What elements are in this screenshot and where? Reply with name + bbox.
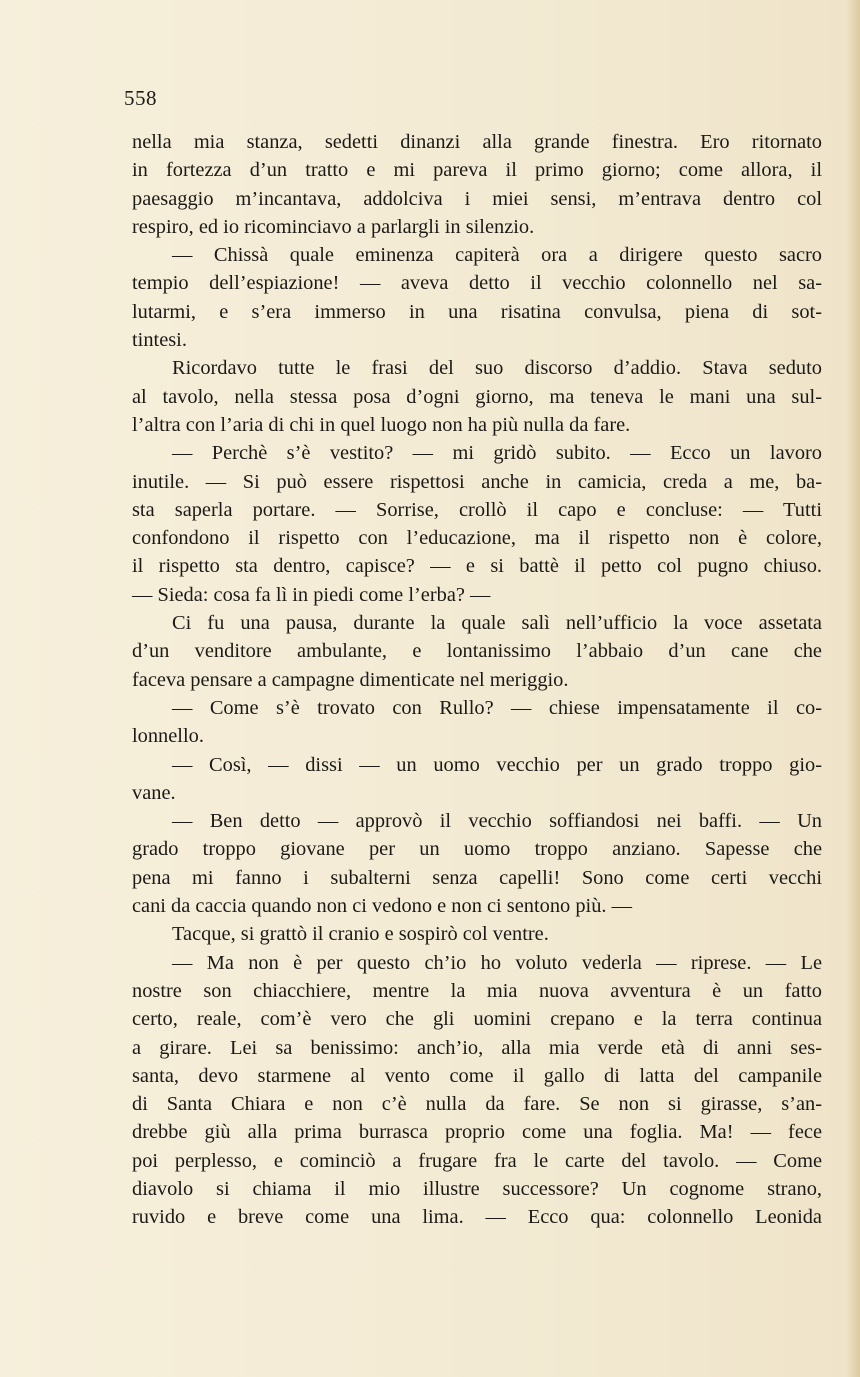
text-line: sta saperla portare. — Sorrise, crollò il capo e concluse: — Tutti	[132, 498, 822, 521]
text-line: lonnello.	[132, 725, 204, 748]
text-line: tintesi.	[132, 329, 187, 352]
text-line: certo, reale, com’è vero che gli uomini crepano e la terra continua	[132, 1008, 822, 1031]
text-line: paesaggio m’incantava, addolciva i miei sensi, m’entrava dentro col	[132, 187, 822, 210]
text-line: grado troppo giovane per un uomo troppo anziano. Sapesse che	[132, 838, 822, 861]
text-line: al tavolo, nella stessa posa d’ogni giorno, ma teneva le mani una sul-	[132, 385, 822, 408]
text-line: nella mia stanza, sedetti dinanzi alla grande finestra. Ero ritornato	[132, 131, 822, 153]
text-line: — Sieda: cosa fa lì in piedi come l’erba? —	[132, 583, 491, 606]
text-line: cani da caccia quando non ci vedono e non ci sentono più. —	[132, 895, 632, 918]
text-line: — Ma non è per questo ch’io ho voluto vederla — riprese. — Le	[172, 951, 822, 974]
text-line: — Perchè s’è vestito? — mi gridò subito. — Ecco un lavoro	[172, 442, 822, 465]
text-line: diavolo si chiama il mio illustre successore? Un cognome strano,	[132, 1177, 822, 1200]
text-line: Ci fu una pausa, durante la quale salì nell’ufficio la voce assetata	[172, 612, 822, 635]
text-line: poi perplesso, e cominciò a frugare fra le carte del tavolo. — Come	[132, 1149, 822, 1172]
text-line: ruvido e breve come una lima. — Ecco qua: colonnello Leonida	[132, 1206, 822, 1229]
text-line: — Come s’è trovato con Rullo? — chiese impensatamente il co-	[172, 696, 822, 719]
text-line: il rispetto sta dentro, capisce? — e si battè il petto col pugno chiuso.	[132, 555, 822, 578]
body-text	[132, 128, 822, 1232]
page-edge-shadow	[846, 0, 860, 1377]
text-line: nostre son chiacchiere, mentre la mia nuova avventura è un fatto	[132, 979, 822, 1002]
text-line: l’altra con l’aria di chi in quel luogo non ha più nulla da fare.	[132, 413, 631, 436]
text-line: Tacque, si grattò il cranio e sospirò col ventre.	[172, 923, 549, 946]
text-line: pena mi fanno i subalterni senza capelli! Sono come certi vecchi	[132, 866, 822, 889]
text-line: tempio dell’espiazione! — aveva detto il vecchio colonnello nel sa-	[132, 272, 822, 295]
text-line: faceva pensare a campagne dimenticate nel meriggio.	[132, 668, 569, 691]
text-line: respiro, ed io ricominciavo a parlargli in silenzio.	[132, 215, 535, 238]
text-line: in fortezza d’un tratto e mi pareva il primo giorno; come allora, il	[132, 159, 822, 182]
text-line: di Santa Chiara e non c’è nulla da fare. Se non si girasse, s’an-	[132, 1093, 822, 1116]
text-line: drebbe giù alla prima burrasca proprio come una foglia. Ma! — fece	[132, 1121, 822, 1144]
text-line: — Chissà quale eminenza capiterà ora a dirigere questo sacro	[172, 244, 822, 267]
text-line: a girare. Lei sa benissimo: anch’io, alla mia verde età di anni ses-	[132, 1036, 822, 1059]
text-line: Ricordavo tutte le frasi del suo discorso d’addio. Stava seduto	[172, 357, 822, 380]
text-line: lutarmi, e s’era immerso in una risatina convulsa, piena di sot-	[132, 300, 822, 323]
text-line: d’un venditore ambulante, e lontanissimo l’abbaio d’un cane che	[132, 640, 822, 663]
text-line: santa, devo starmene al vento come il gallo di latta del campanile	[132, 1064, 822, 1087]
text-line: — Ben detto — approvò il vecchio soffiandosi nei baffi. — Un	[172, 810, 822, 833]
page-number: 558	[124, 86, 157, 110]
text-line: confondono il rispetto con l’educazione, ma il rispetto non è colore,	[132, 527, 822, 550]
text-line: vane.	[132, 781, 176, 804]
text-line: — Così, — dissi — un uomo vecchio per un grado troppo gio-	[172, 753, 822, 776]
text-line: inutile. — Si può essere rispettosi anche in camicia, creda a me, ba-	[132, 470, 822, 493]
